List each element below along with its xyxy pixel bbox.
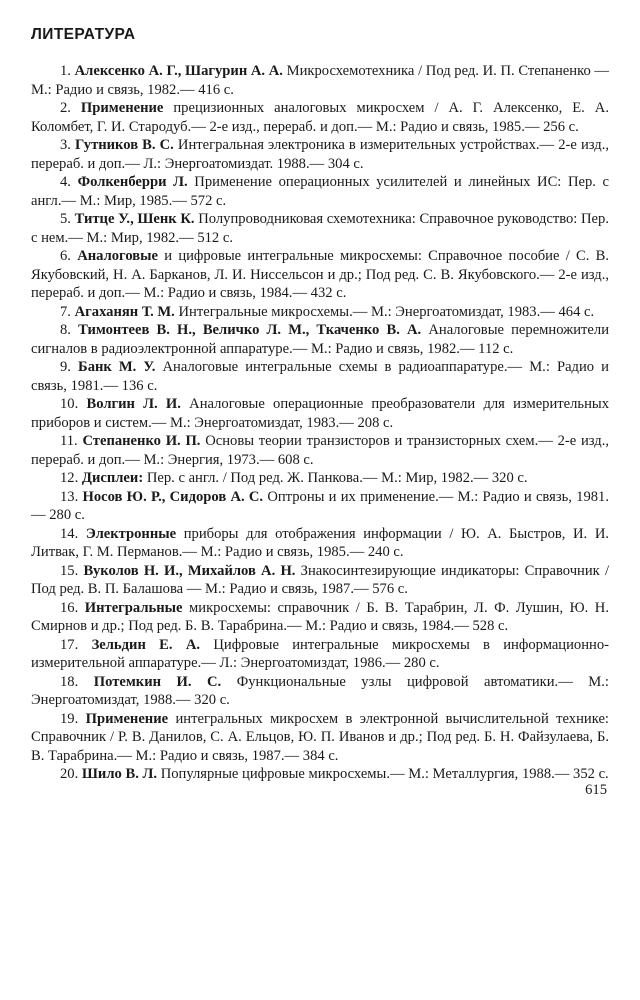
reference-item bbox=[31, 469, 609, 488]
reference-text: Пер. с англ. / Под ред. Ж. Панкова.— М.: Мир, 1982.— 320 с. bbox=[146, 470, 528, 486]
reference-authors: Аналоговые bbox=[77, 248, 159, 264]
reference-item bbox=[31, 525, 609, 562]
reference-text: Полупроводниковая схемотехника: Справочное руководство: Пер. с нем.— М.: Мир, 1982.— 512 с. bbox=[31, 211, 609, 246]
reference-item bbox=[31, 62, 609, 99]
reference-item bbox=[31, 710, 609, 766]
reference-list bbox=[31, 62, 609, 784]
reference-authors: Степаненко И. П. bbox=[82, 433, 201, 449]
reference-text: интегральных микросхем в электронной вычислительной технике: Справочник / Р. В. Данилов, С. А. Ельцов, Ю. П. Иванов и др.; Под ред. Б. Н. Файзулаева, Б. В. Тарабрина.— М.: Радио и связь, 1987.— 384 с. bbox=[31, 710, 609, 764]
reference-number: 7. bbox=[60, 303, 71, 320]
reference-text: Оптроны и их применение.— М.: Радио и связь, 1981.— 280 с. bbox=[31, 488, 609, 523]
reference-item bbox=[31, 99, 609, 136]
reference-number: 9. bbox=[60, 359, 71, 375]
reference-authors: Дисплеи: bbox=[81, 470, 144, 486]
reference-item bbox=[31, 210, 609, 247]
reference-number: 13. bbox=[60, 488, 79, 505]
reference-number: 19. bbox=[60, 710, 79, 727]
reference-text: Знакосинтезирующие индикаторы: Справочник / Под ред. В. П. Балашова — М.: Радио и связь, 1987.— 576 с. bbox=[31, 562, 609, 597]
reference-number: 12. bbox=[60, 470, 79, 486]
reference-authors: Титце У., Шенк К. bbox=[74, 211, 195, 227]
reference-item bbox=[31, 562, 609, 599]
reference-text: Функциональные узлы цифровой автоматики.— М.: Энергоатомиздат, 1988.— 320 с. bbox=[31, 673, 609, 708]
reference-text: Основы теории транзисторов и транзисторных схем.— 2-е изд., перераб. и доп.— М.: Энергия, 1973.— 608 с. bbox=[31, 433, 609, 468]
reference-number: 16. bbox=[60, 599, 79, 616]
reference-text: Интегральная электроника в измерительных устройствах.— 2-е изд., перераб. и доп.— Л.: Энергоатомиздат. 1988.— 304 с. bbox=[31, 137, 609, 172]
reference-number: 10. bbox=[60, 396, 79, 412]
reference-number: 5. bbox=[60, 211, 71, 227]
reference-item bbox=[31, 173, 609, 210]
reference-authors: Применение bbox=[80, 100, 164, 116]
reference-authors: Банк М. У. bbox=[78, 359, 156, 375]
page-number: 615 bbox=[585, 782, 607, 798]
reference-item bbox=[31, 765, 609, 784]
reference-authors: Агаханян Т. М. bbox=[74, 303, 175, 320]
section-heading: ЛИТЕРАТУРА bbox=[31, 26, 136, 43]
reference-authors: Шило В. Л. bbox=[81, 766, 158, 782]
reference-text: Аналоговые перемножители сигналов в радиоэлектронной аппаратуре.— М.: Радио и связь, 1982.— 112 с. bbox=[31, 322, 609, 357]
reference-text: приборы для отображения информации / Ю. А. Быстров, И. И. Литвак, Г. М. Перманов.— М.: Радио и связь, 1985.— 240 с. bbox=[31, 525, 610, 560]
reference-authors: Носов Ю. Р., Сидоров А. С. bbox=[82, 488, 264, 505]
reference-number: 4. bbox=[60, 174, 71, 190]
reference-number: 20. bbox=[60, 766, 79, 782]
reference-text: микросхемы: справочник / Б. В. Тарабрин, Л. Ф. Лушин, Ю. Н. Смирнов и др.; Под ред. Б. В. Тарабрина.— М.: Радио и связь, 1984.— 528 с. bbox=[31, 599, 609, 634]
reference-text: Применение операционных усилителей и линейных ИС: Пер. с англ.— М.: Мир, 1985.— 572 с. bbox=[31, 174, 610, 209]
reference-number: 17. bbox=[60, 636, 79, 653]
reference-number: 11. bbox=[60, 433, 78, 449]
reference-item bbox=[31, 599, 609, 636]
reference-authors: Потемкин И. С. bbox=[93, 673, 222, 690]
reference-item bbox=[31, 321, 609, 358]
reference-number: 8. bbox=[60, 322, 71, 338]
reference-text: прецизионных аналоговых микросхем / А. Г. Алексенко, Е. А. Коломбет, Г. И. Стародуб.— 2-е изд., перераб. и доп.— М.: Радио и связь, 1985.— 256 с. bbox=[31, 100, 609, 135]
reference-authors: Применение bbox=[85, 710, 169, 727]
reference-authors: Зельдин Е. А. bbox=[91, 636, 201, 653]
reference-item bbox=[31, 488, 609, 525]
reference-text: Популярные цифровые микросхемы.— М.: Металлургия, 1988.— 352 с. bbox=[160, 766, 609, 782]
reference-authors: Тимонтеев В. Н., Величко Л. М., Ткаченко В. А. bbox=[78, 322, 422, 338]
reference-item bbox=[31, 247, 609, 303]
reference-number: 15. bbox=[60, 562, 79, 579]
reference-text: и цифровые интегральные микросхемы: Справочное пособие / С. В. Якубовский, Н. А. Барканов, Л. И. Ниссельсон и др.; Под ред. С. В. Якубовского.— 2-е изд., перераб. и доп.— М.: Радио и связь, 1984.— 432 с. bbox=[31, 248, 610, 301]
reference-number: 3. bbox=[60, 137, 71, 153]
reference-number: 1. bbox=[60, 63, 71, 79]
reference-authors: Вуколов Н. И., Михайлов А. Н. bbox=[83, 562, 296, 579]
reference-item bbox=[31, 636, 609, 673]
reference-text: Микросхемотехника / Под ред. И. П. Степаненко — М.: Радио и связь, 1982.— 416 с. bbox=[31, 63, 609, 98]
reference-authors: Алексенко А. Г., Шагурин А. А. bbox=[74, 63, 283, 79]
reference-item bbox=[31, 432, 609, 469]
reference-text: Аналоговые интегральные схемы в радиоаппаратуре.— М.: Радио и связь, 1981.— 136 с. bbox=[31, 359, 609, 394]
reference-authors: Интегральные bbox=[84, 599, 183, 616]
reference-authors: Фолкенберри Л. bbox=[77, 174, 188, 190]
reference-text: Аналоговые операционные преобразователи для измерительных приборов и систем.— М.: Энергоатомиздат, 1983.— 208 с. bbox=[31, 396, 609, 431]
reference-item bbox=[31, 673, 609, 710]
reference-item bbox=[31, 136, 609, 173]
reference-authors: Электронные bbox=[85, 525, 177, 542]
reference-number: 6. bbox=[60, 248, 71, 264]
reference-item bbox=[31, 395, 609, 432]
reference-authors: Гутников В. С. bbox=[75, 137, 174, 153]
reference-number: 2. bbox=[60, 100, 71, 116]
reference-item bbox=[31, 358, 609, 395]
reference-number: 18. bbox=[60, 673, 79, 690]
reference-number: 14. bbox=[60, 525, 79, 542]
reference-authors: Волгин Л. И. bbox=[86, 396, 181, 412]
reference-text: Интегральные микросхемы.— М.: Энергоатомиздат, 1983.— 464 с. bbox=[178, 303, 595, 320]
reference-text: Цифровые интегральные микросхемы в информационно-измерительной аппаратуре.— Л.: Энергоатомиздат, 1986.— 280 с. bbox=[31, 636, 609, 671]
reference-item bbox=[31, 303, 609, 322]
